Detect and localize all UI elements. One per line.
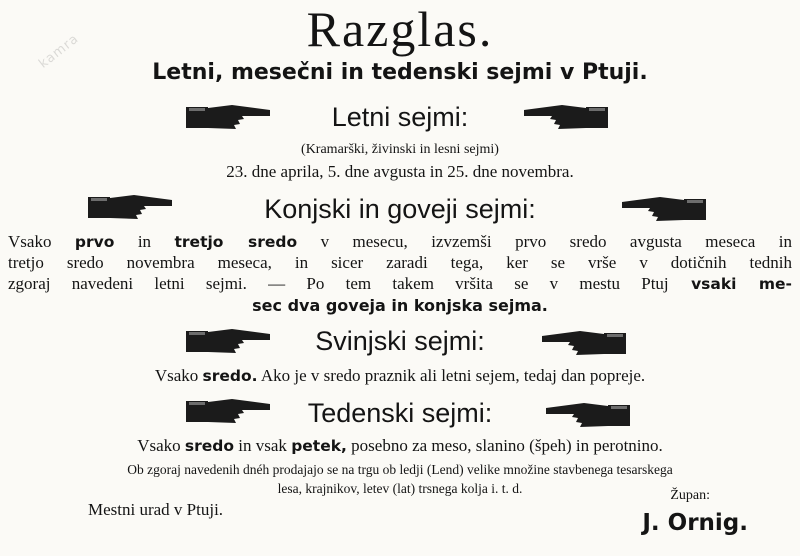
letni-dates: 23. dne aprila, 5. dne avgusta in 25. dne novembra. (226, 162, 574, 181)
tedenski-line-1: Vsako sredo in vsak petek, posebno za meso, slanino (špeh) in perotnino. (137, 436, 663, 455)
pointing-hand-icon (620, 192, 706, 226)
poster-subtitle: Letni, mesečni in tedenski sejmi v Ptuji. (152, 60, 648, 85)
konjski-line-3: zgoraj navedeni letni sejmi. — Po tem takem vršita se v mestu Ptuj vsaki me- (8, 274, 792, 293)
watermark: kamra (36, 31, 82, 72)
tedenski-note-2: lesa, krajnikov, letev (lat) trsnega kolja i. t. d. (277, 481, 523, 496)
heading-tedenski: Tedenski sejmi: (307, 398, 493, 428)
pointing-hand-icon (544, 398, 630, 432)
heading-letni: Letni sejmi: (331, 102, 469, 132)
issuing-office: Mestni urad v Ptuji. (88, 500, 224, 519)
tedenski-note-1: Ob zgoraj navedenih dnéh prodajajo se na trgu ob ledji (Lend) velike množine stavbenega tesarskega (127, 462, 673, 477)
poster-title: Razglas. (306, 1, 494, 57)
pointing-hand-icon (522, 100, 608, 134)
letni-note: (Kramarški, živinski in lesni sejmi) (301, 142, 499, 157)
konjski-line-2: tretjo sredo novembra meseca, in sicer zaradi tega, ker se vrše v dotičnih tednih (8, 253, 792, 272)
signer-name: J. Ornig. (642, 510, 748, 536)
pointing-hand-icon (540, 326, 626, 360)
heading-svinjski: Svinjski sejmi: (315, 326, 485, 356)
konjski-line-4: sec dva goveja in konjska sejma. (252, 296, 548, 315)
svinjski-line-1: Vsako sredo. Ako je v sredo praznik ali letni sejem, tedaj dan popreje. (154, 366, 646, 385)
heading-konjski: Konjski in goveji sejmi: (264, 194, 536, 224)
signer-role: Župan: (670, 488, 710, 503)
konjski-line-1: Vsako prvo in tretjo sredo v mesecu, izvzemši prvo sredo avgusta meseca in (8, 232, 792, 251)
